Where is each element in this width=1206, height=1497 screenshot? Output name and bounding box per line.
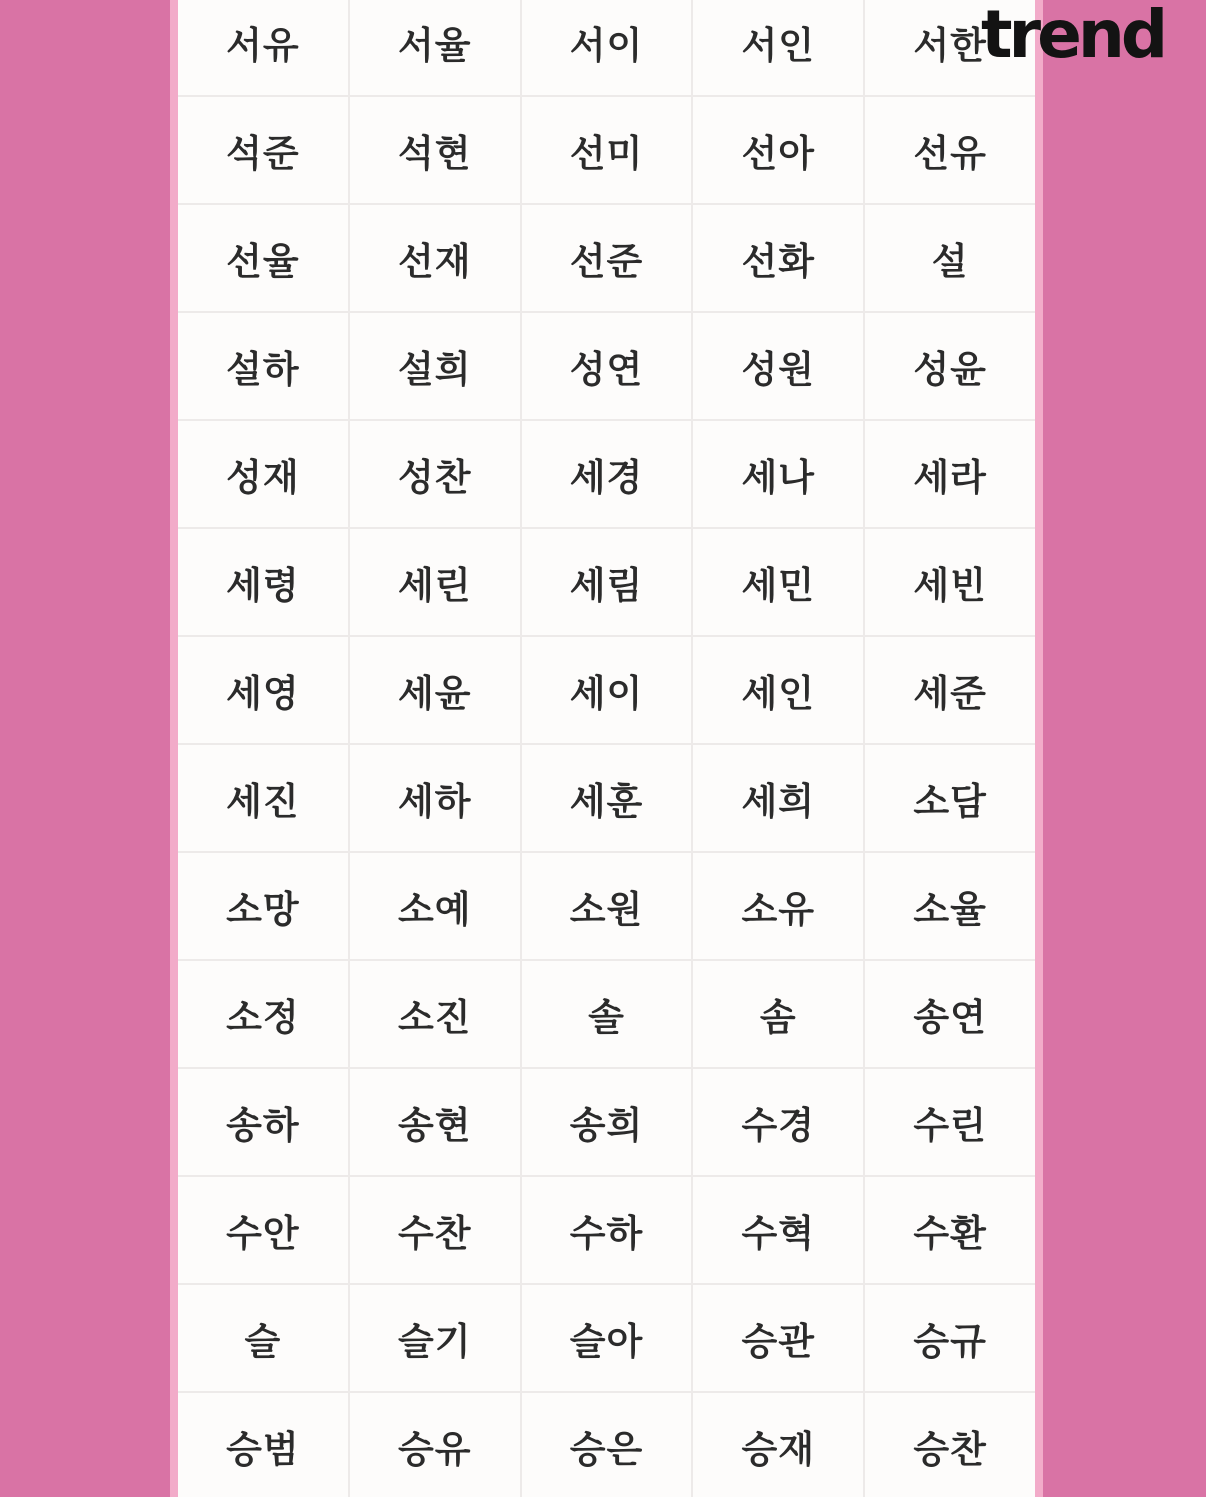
- name-cell: 슬아: [522, 1285, 692, 1391]
- name-cell: 세빈: [865, 529, 1035, 635]
- name-cell: 설하: [178, 313, 348, 419]
- name-cell: 성찬: [350, 421, 520, 527]
- name-cell: 세민: [693, 529, 863, 635]
- name-cell: 솔: [522, 961, 692, 1067]
- name-cell: 설희: [350, 313, 520, 419]
- name-cell: 선유: [865, 97, 1035, 203]
- name-cell: 소진: [350, 961, 520, 1067]
- name-cell: 송하: [178, 1069, 348, 1175]
- name-cell: 설: [865, 205, 1035, 311]
- name-cell: 수경: [693, 1069, 863, 1175]
- name-cell: 서율: [350, 0, 520, 95]
- name-cell: 수하: [522, 1177, 692, 1283]
- name-cell: 송연: [865, 961, 1035, 1067]
- name-cell: 승관: [693, 1285, 863, 1391]
- name-cell: 소유: [693, 853, 863, 959]
- name-cell: 서유: [178, 0, 348, 95]
- name-cell: 슬기: [350, 1285, 520, 1391]
- name-cell: 선아: [693, 97, 863, 203]
- name-cell: 서이: [522, 0, 692, 95]
- name-cell: 성재: [178, 421, 348, 527]
- name-cell: 세훈: [522, 745, 692, 851]
- name-cell: 승유: [350, 1393, 520, 1497]
- name-cell: 승은: [522, 1393, 692, 1497]
- name-cell: 선미: [522, 97, 692, 203]
- name-cell: 세윤: [350, 637, 520, 743]
- name-cell: 성원: [693, 313, 863, 419]
- name-cell: 소예: [350, 853, 520, 959]
- name-cell: 세라: [865, 421, 1035, 527]
- name-cell: 승재: [693, 1393, 863, 1497]
- name-cell: 세하: [350, 745, 520, 851]
- name-cell: 서한: [865, 0, 1035, 95]
- trend-logo: trend: [981, 0, 1165, 73]
- name-cell: 송현: [350, 1069, 520, 1175]
- name-cell: 송희: [522, 1069, 692, 1175]
- name-cell: 선율: [178, 205, 348, 311]
- name-cell: 소정: [178, 961, 348, 1067]
- name-cell: 승찬: [865, 1393, 1035, 1497]
- names-grid: [178, 0, 1035, 1497]
- name-cell: 세희: [693, 745, 863, 851]
- name-cell: 세린: [350, 529, 520, 635]
- name-cell: 소율: [865, 853, 1035, 959]
- name-cell: 슬: [178, 1285, 348, 1391]
- name-cell: 성연: [522, 313, 692, 419]
- name-cell: 수환: [865, 1177, 1035, 1283]
- name-cell: 세경: [522, 421, 692, 527]
- name-cell: 세인: [693, 637, 863, 743]
- name-cell: 석준: [178, 97, 348, 203]
- name-cell: 승범: [178, 1393, 348, 1497]
- name-cell: 서인: [693, 0, 863, 95]
- name-cell: 수린: [865, 1069, 1035, 1175]
- name-cell: 세준: [865, 637, 1035, 743]
- name-cell: 솜: [693, 961, 863, 1067]
- name-cell: 세나: [693, 421, 863, 527]
- name-cell: 선준: [522, 205, 692, 311]
- name-cell: 수혁: [693, 1177, 863, 1283]
- name-cell: 세진: [178, 745, 348, 851]
- name-cell: 수안: [178, 1177, 348, 1283]
- name-cell: 세영: [178, 637, 348, 743]
- name-cell: 선화: [693, 205, 863, 311]
- name-cell: 성윤: [865, 313, 1035, 419]
- name-cell: 수찬: [350, 1177, 520, 1283]
- name-cell: 소원: [522, 853, 692, 959]
- name-cell: 세이: [522, 637, 692, 743]
- name-cell: 석현: [350, 97, 520, 203]
- name-cell: 선재: [350, 205, 520, 311]
- names-panel: [170, 0, 1043, 1497]
- name-cell: 승규: [865, 1285, 1035, 1391]
- name-cell: 세림: [522, 529, 692, 635]
- name-cell: 소담: [865, 745, 1035, 851]
- name-cell: 소망: [178, 853, 348, 959]
- name-cell: 세령: [178, 529, 348, 635]
